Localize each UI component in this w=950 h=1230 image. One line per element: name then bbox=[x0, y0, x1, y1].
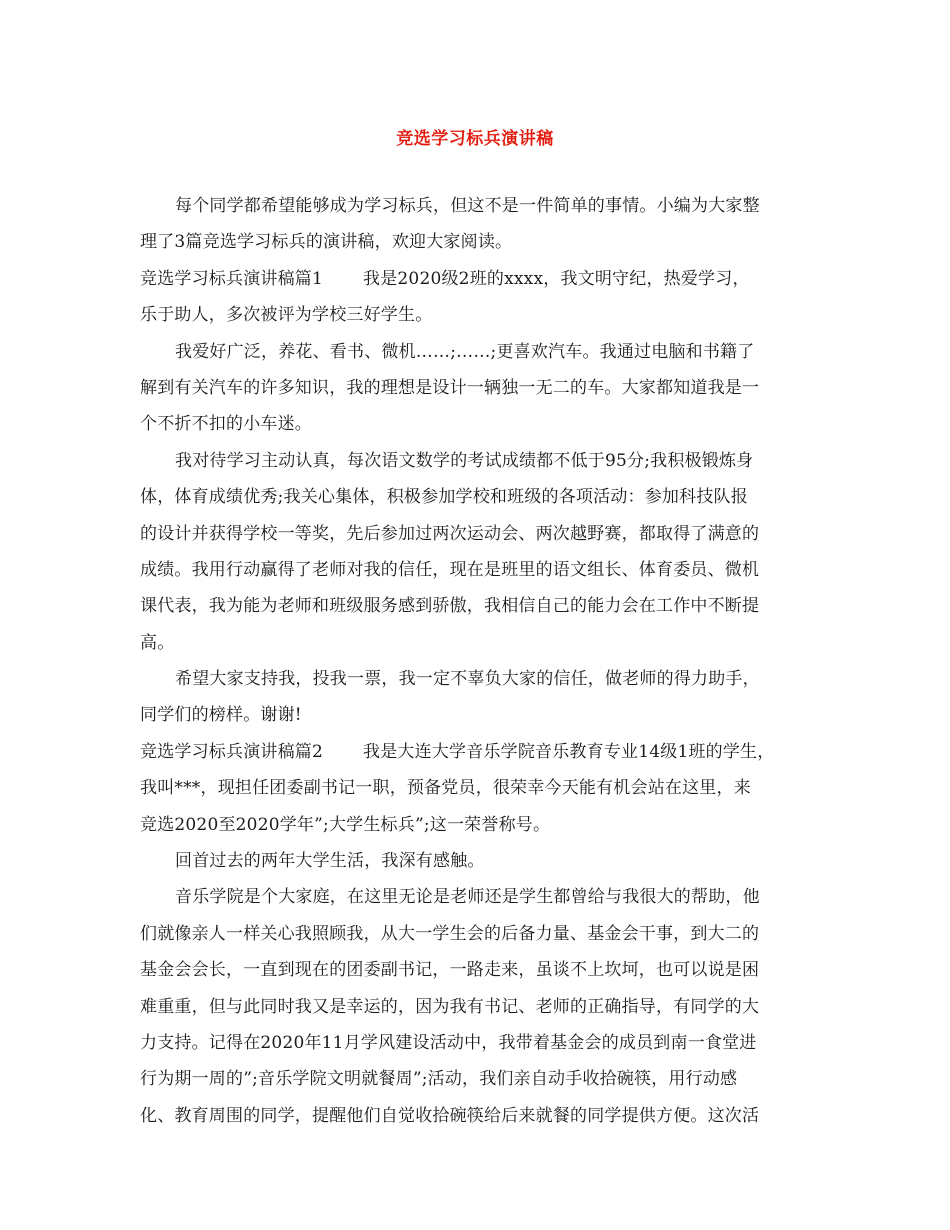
section-heading: 竞选学习标兵演讲稿篇2 bbox=[140, 741, 324, 762]
paragraph-line: 解到有关汽车的许多知识，我的理想是设计一辆独一无二的车。大家都知道我是一 bbox=[140, 377, 760, 398]
paragraph-line: 音乐学院是个大家庭，在这里无论是老师还是学生都曾给与我很大的帮助，他 bbox=[175, 887, 760, 908]
paragraph-line: 成绩。我用行动赢得了老师对我的信任，现在是班里的语文组长、体育委员、微机 bbox=[140, 559, 760, 580]
paragraph-line: 体，体育成绩优秀;我关心集体，积极参加学校和班级的各项活动：参加科技队报 bbox=[140, 487, 748, 508]
paragraph-text: 我是2020级2班的xxxx，我文明守纪，热爱学习， bbox=[363, 268, 750, 289]
document-title: 竞选学习标兵演讲稿 bbox=[396, 129, 554, 149]
paragraph-line: 我叫***，现担任团委副书记一职，预备党员，很荣幸今天能有机会站在这里，来 bbox=[140, 778, 751, 799]
paragraph-line: 个不折不扣的小车迷。 bbox=[140, 414, 312, 435]
paragraph-line: 行为期一周的”;音乐学院文明就餐周”;活动，我们亲自动手收拾碗筷，用行动感 bbox=[140, 1069, 738, 1090]
paragraph-line: 力支持。记得在2020年11月学风建设活动中，我带着基金会的成员到南一食堂进 bbox=[140, 1032, 757, 1053]
paragraph-line: 每个同学都希望能够成为学习标兵，但这不是一件简单的事情。小编为大家整 bbox=[175, 196, 760, 216]
paragraph-line: 乐于助人，多次被评为学校三好学生。 bbox=[140, 305, 433, 326]
paragraph-line: 我对待学习主动认真，每次语文数学的考试成绩都不低于95分;我积极锻炼身 bbox=[175, 450, 754, 471]
document-body bbox=[140, 188, 820, 1134]
paragraph-line: 回首过去的两年大学生活，我深有感触。 bbox=[175, 851, 485, 872]
paragraph-line: 理了3篇竞选学习标兵的演讲稿，欢迎大家阅读。 bbox=[140, 232, 513, 253]
paragraph-line: 难重重，但与此同时我又是幸运的，因为我有书记、老师的正确指导，有同学的大 bbox=[140, 996, 760, 1017]
section-heading-line bbox=[140, 734, 820, 770]
paragraph-text: 我是大连大学音乐学院音乐教育专业14级1班的学生， bbox=[363, 741, 775, 762]
paragraph-line: 竞选2020至2020学年”;大学生标兵”;这一荣誉称号。 bbox=[140, 814, 551, 835]
paragraph-line: 同学们的榜样。谢谢! bbox=[140, 705, 302, 726]
paragraph-line: 的设计并获得学校一等奖，先后参加过两次运动会、两次越野赛，都取得了满意的 bbox=[140, 523, 760, 544]
section-heading: 竞选学习标兵演讲稿篇1 bbox=[140, 268, 324, 289]
paragraph-line: 希望大家支持我，投我一票，我一定不辜负大家的信任，做老师的得力助手， bbox=[175, 669, 760, 690]
paragraph-line: 化、教育周围的同学，提醒他们自觉收拾碗筷给后来就餐的同学提供方便。这次活 bbox=[140, 1105, 760, 1126]
paragraph-line: 高。 bbox=[140, 632, 175, 653]
paragraph-line: 们就像亲人一样关心我照顾我，从大一学生会的后备力量、基金会干事，到大二的 bbox=[140, 923, 760, 944]
paragraph-line: 我爱好广泛，养花、看书、微机……;……;更喜欢汽车。我通过电脑和书籍了 bbox=[175, 341, 755, 362]
paragraph-line: 课代表，我为能为老师和班级服务感到骄傲，我相信自己的能力会在工作中不断提 bbox=[140, 596, 760, 617]
paragraph-line: 基金会会长，一直到现在的团委副书记，一路走来，虽谈不上坎坷，也可以说是困 bbox=[140, 960, 760, 981]
section-heading-line bbox=[140, 261, 820, 297]
